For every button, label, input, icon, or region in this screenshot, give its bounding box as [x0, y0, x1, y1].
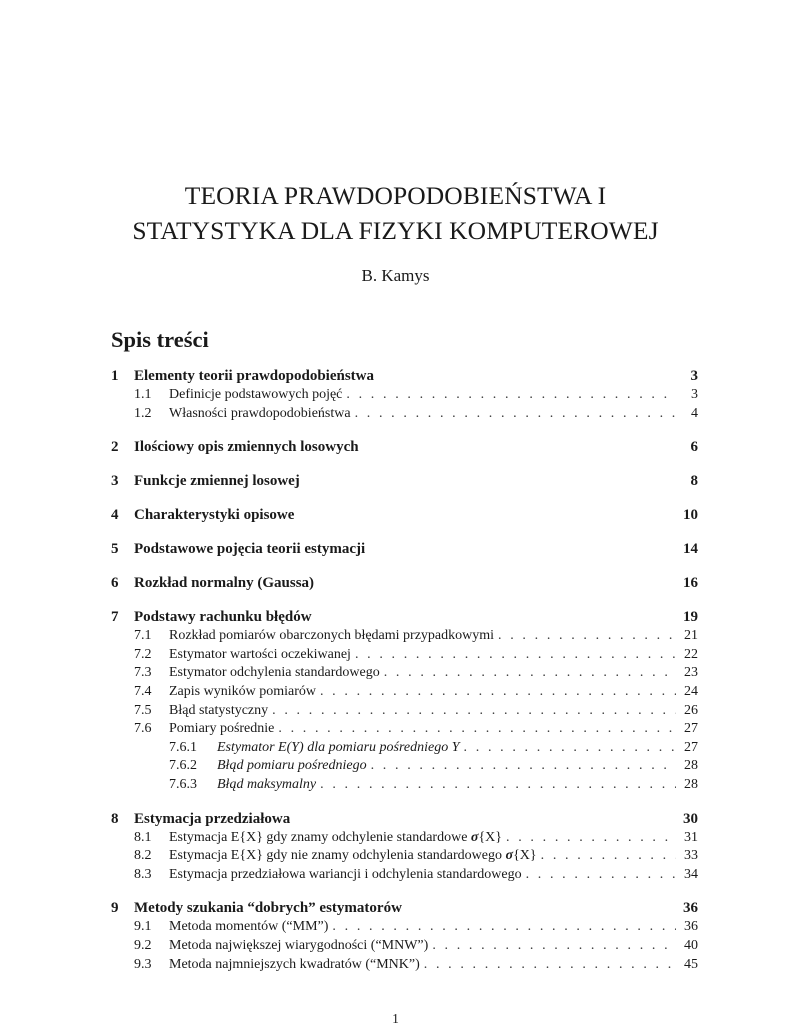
toc-number: 9.2 [134, 937, 152, 953]
dot-leader [355, 646, 676, 665]
toc-page: 21 [684, 628, 698, 644]
toc-page: 45 [684, 956, 698, 972]
toc-page: 27 [684, 721, 698, 737]
toc-section-7-6[interactable] [111, 720, 698, 739]
toc-page: 31 [684, 829, 698, 845]
dot-leader [272, 702, 676, 721]
toc-number: 7.4 [134, 683, 152, 699]
toc-number: 7.6.2 [169, 758, 197, 774]
toc-label: Własności prawdopodobieństwa [169, 405, 351, 421]
toc-number: 2 [111, 439, 119, 456]
toc-page: 3 [690, 368, 698, 384]
toc-number: 9 [111, 900, 119, 917]
toc-number: 7.6.1 [169, 739, 197, 755]
dot-leader [355, 405, 676, 424]
toc-label: Estymacja przedziałowa wariancji i odchylenia standardowego [169, 866, 522, 882]
table-of-contents [111, 367, 698, 974]
toc-section-9-2[interactable] [111, 937, 698, 956]
toc-page: 28 [684, 758, 698, 774]
toc-number: 4 [111, 507, 119, 524]
dot-leader [320, 776, 676, 795]
toc-label: Błąd statystyczny [169, 702, 269, 718]
author: B. Kamys [361, 266, 430, 285]
toc-heading: Spis treści [111, 327, 209, 352]
toc-page: 26 [684, 702, 698, 718]
toc-number: 7.5 [134, 702, 152, 718]
toc-label: Błąd maksymalny [217, 776, 317, 792]
toc-page: 4 [691, 405, 698, 421]
toc-label: Charakterystyki opisowe [134, 507, 295, 524]
toc-label: Metoda najmniejszych kwadratów (“MNK”) [169, 956, 420, 972]
toc-page: 23 [684, 665, 698, 681]
dot-leader [526, 866, 676, 885]
toc-section-8-1[interactable] [111, 829, 698, 848]
dot-leader [320, 683, 676, 702]
dot-leader [278, 720, 676, 739]
toc-page: 36 [683, 900, 698, 917]
toc-label: Estymator wartości oczekiwanej [169, 646, 351, 662]
dot-leader [332, 918, 676, 937]
toc-label: Podstawy rachunku błędów [134, 609, 312, 626]
toc-chapter-1[interactable] [111, 367, 698, 386]
toc-chapter-9[interactable] [111, 899, 698, 918]
toc-label: Definicje podstawowych pojęć [169, 387, 343, 402]
toc-chapter-3[interactable] [111, 472, 698, 491]
toc-chapter-4[interactable] [111, 506, 698, 525]
sigma-symbol: σ [505, 848, 514, 864]
toc-chapter-8[interactable] [111, 810, 698, 829]
toc-page: 16 [683, 575, 698, 592]
toc-page: 40 [684, 937, 698, 953]
toc-page: 33 [684, 848, 698, 864]
toc-number: 8.2 [134, 848, 152, 864]
page-number: 1 [392, 1011, 399, 1026]
toc-page: 27 [684, 739, 698, 755]
toc-number: 9.1 [134, 919, 152, 935]
toc-number: 8 [111, 810, 119, 827]
toc-section-7-2[interactable] [111, 646, 698, 665]
toc-number: 7.1 [134, 628, 152, 644]
title-line-2: STATYSTYKA DLA FIZYKI KOMPUTEROWEJ [132, 216, 659, 245]
toc-page: 30 [683, 810, 698, 827]
toc-number: 7.6.3 [169, 776, 197, 792]
toc-label: Podstawowe pojęcia teorii estymacji [134, 541, 366, 558]
dot-leader [464, 739, 676, 758]
toc-label: Estymator odchylenia standardowego [169, 665, 380, 681]
dot-leader [384, 664, 676, 683]
toc-label: Estymator E(Y) dla pomiaru pośredniego Y [217, 739, 460, 755]
toc-label: Elementy teorii prawdopodobieństwa [134, 368, 374, 384]
toc-page: 14 [683, 541, 698, 558]
toc-page: 28 [684, 776, 698, 792]
toc-section-7-5[interactable] [111, 702, 698, 721]
toc-label: Błąd pomiaru pośredniego [217, 758, 367, 774]
toc-chapter-6[interactable] [111, 574, 698, 593]
toc-label: Estymacja E{X} gdy znamy odchylenie standardowe σ{X} [169, 829, 503, 845]
toc-label: Estymacja E{X} gdy nie znamy odchylenia standardowego σ{X} [169, 848, 537, 864]
toc-number: 9.3 [134, 956, 152, 972]
toc-chapter-7[interactable] [111, 608, 698, 627]
toc-number: 8.1 [134, 829, 152, 845]
dot-leader [506, 829, 676, 848]
toc-page: 34 [684, 866, 698, 882]
document-title [0, 178, 791, 248]
toc-number: 5 [111, 541, 119, 558]
toc-label: Funkcje zmiennej losowej [134, 473, 300, 490]
toc-section-7-4[interactable] [111, 683, 698, 702]
sigma-symbol: σ [470, 829, 479, 845]
toc-page: 3 [691, 387, 698, 402]
toc-section-8-3[interactable] [111, 866, 698, 885]
toc-page: 10 [683, 507, 698, 524]
toc-number: 1.2 [134, 405, 152, 421]
toc-page: 19 [683, 609, 698, 626]
toc-label: Rozkład normalny (Gaussa) [134, 575, 315, 592]
dot-leader [346, 386, 676, 405]
toc-number: 7.3 [134, 665, 152, 681]
toc-page: 8 [690, 473, 698, 490]
toc-label: Metody szukania “dobrych” estymatorów [134, 900, 402, 917]
toc-section-9-3[interactable] [111, 956, 698, 975]
toc-number: 7.2 [134, 646, 152, 662]
toc-label: Zapis wyników pomiarów [169, 683, 316, 699]
toc-label: Estymacja przedziałowa [134, 810, 291, 827]
toc-label: Rozkład pomiarów obarczonych błędami przypadkowymi [169, 628, 495, 644]
toc-number: 7 [111, 609, 119, 626]
dot-leader [371, 757, 676, 776]
toc-page: 36 [684, 919, 698, 935]
toc-label: Metoda największej wiarygodności (“MNW”) [169, 937, 429, 953]
toc-number: 1.1 [134, 387, 152, 402]
toc-number: 7.6 [134, 721, 152, 737]
toc-number: 8.3 [134, 866, 152, 882]
toc-section-7-3[interactable] [111, 664, 698, 683]
toc-label: Ilościowy opis zmiennych losowych [134, 439, 359, 456]
dot-leader [432, 937, 676, 956]
toc-subsection-7-6-3[interactable] [111, 776, 698, 795]
toc-section-1-2[interactable] [111, 405, 698, 424]
dot-leader [541, 847, 676, 866]
dot-leader [498, 627, 676, 646]
toc-page: 24 [684, 683, 698, 699]
toc-number: 6 [111, 575, 119, 592]
toc-subsection-7-6-2[interactable] [111, 757, 698, 776]
toc-page: 22 [684, 646, 698, 662]
toc-page: 6 [690, 439, 698, 456]
toc-label: Metoda momentów (“MM”) [169, 919, 329, 935]
toc-label: Pomiary pośrednie [169, 721, 275, 737]
toc-section-9-1[interactable] [111, 918, 698, 937]
dot-leader [424, 956, 676, 975]
toc-chapter-2[interactable] [111, 438, 698, 457]
title-line-1: TEORIA PRAWDOPODOBIEŃSTWA I [184, 181, 607, 210]
toc-section-1-1[interactable] [111, 386, 698, 405]
toc-section-7-1[interactable] [111, 627, 698, 646]
toc-subsection-7-6-1[interactable] [111, 739, 698, 758]
toc-section-8-2[interactable] [111, 847, 698, 866]
toc-number: 3 [111, 473, 119, 490]
toc-chapter-5[interactable] [111, 540, 698, 559]
toc-number: 1 [111, 368, 119, 384]
